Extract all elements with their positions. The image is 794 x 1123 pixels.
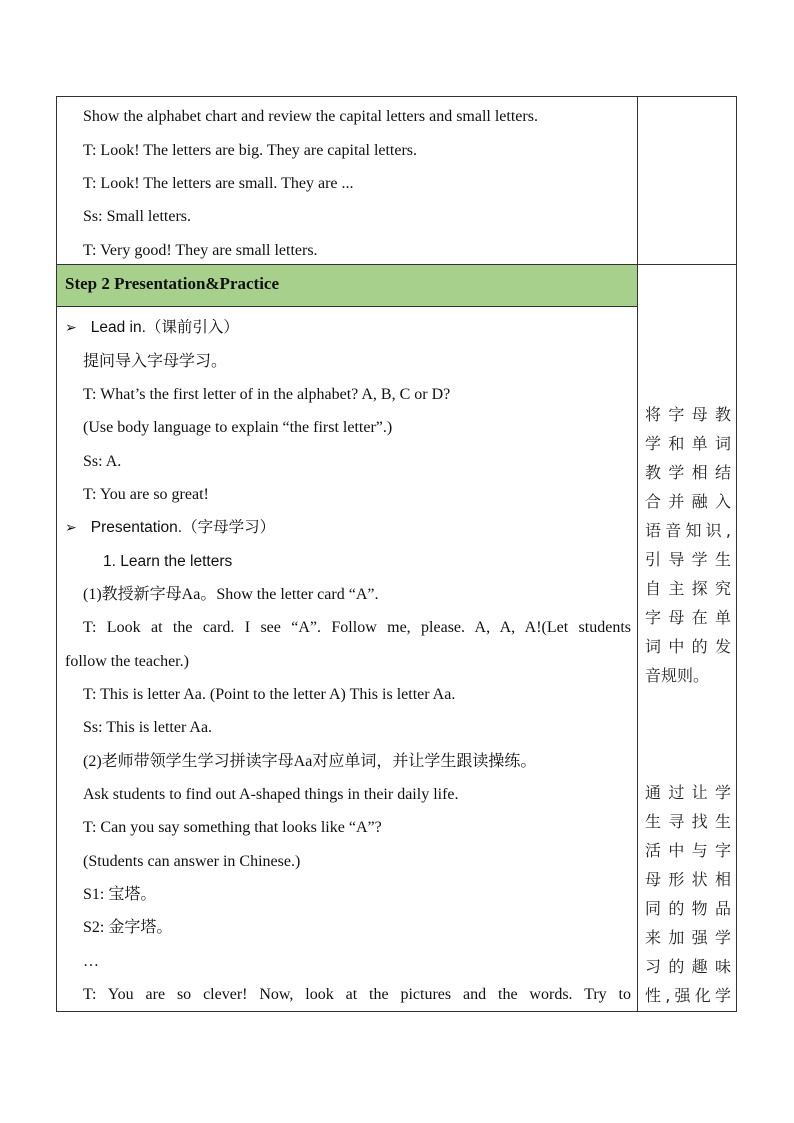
note2-line: 通过让学 [645,783,731,802]
arrow-bullet-icon: ➢ [65,520,77,536]
review-line-2: T: Look! The letters are big. They are capital letters. [83,142,418,159]
learn-letters-heading: 1. Learn the letters [103,553,233,570]
note2-line: 母形状相 [645,870,731,889]
note2-line: 活中与字 [645,841,731,860]
presentation-line-6: (2)老师带领学生学习拼读字母Aa对应单词，并让学生跟读操练。 [83,753,537,770]
presentation-line-7: Ask students to find out A-shaped things in their daily life. [83,786,459,803]
review-line-3: T: Look! The letters are small. They are ... [83,175,354,192]
presentation-line-8: T: Can you say something that looks like “A”? [83,819,382,836]
note1-line: 合并融入 [645,492,731,511]
presentation-label: Presentation.（字母学习） [90,519,276,536]
presentation-line-10: S1: 宝塔。 [83,886,157,903]
lead-in-line-1: 提问导入字母学习。 [83,353,228,370]
note1-line: 语音知识, [645,521,731,540]
note1-line: 学和单词 [645,434,731,453]
note1-line: 词中的发 [645,637,731,656]
presentation-line-4: T: This is letter Aa. (Point to the letter A) This is letter Aa. [83,686,456,703]
presentation-heading [65,518,275,538]
presentation-line-1: (1)教授新字母Aa。Show the letter card “A”. [83,586,379,603]
note1-line: 引导学生 [645,550,731,569]
presentation-line-9: (Students can answer in Chinese.) [83,853,301,870]
teaching-note-1 [645,400,731,690]
review-line-5: T: Very good! They are small letters. [83,242,318,259]
note1-line: 音规则。 [645,666,710,685]
note1-line: 教学相结 [645,463,731,482]
step2-header [57,264,637,307]
column-divider [637,97,638,1011]
arrow-bullet-icon: ➢ [65,320,77,336]
lead-in-line-4: Ss: A. [83,453,122,470]
note1-line: 字母在单 [645,608,731,627]
lead-in-line-3: (Use body language to explain “the first letter”.) [83,419,393,436]
review-line-4: Ss: Small letters. [83,208,191,225]
lead-in-heading [65,318,239,338]
presentation-line-3: follow the teacher.) [65,653,189,670]
presentation-line-5: Ss: This is letter Aa. [83,719,213,736]
lead-in-line-2: T: What’s the first letter of in the alphabet? A, B, C or D? [83,386,451,403]
note2-line: 生寻找生 [645,812,731,831]
presentation-line-13: T: You are so clever! Now, look at the pictures and the words. Try to [83,986,631,1003]
note1-line: 自主探究 [645,579,731,598]
review-line-1: Show the alphabet chart and review the capital letters and small letters. [83,108,538,125]
lesson-plan-table [56,96,737,1012]
note2-line: 来加强学 [645,928,731,947]
lead-in-line-5: T: You are so great! [83,486,209,503]
note1-line: 将字母教 [645,405,731,424]
presentation-line-11: S2: 金字塔。 [83,919,173,936]
presentation-line-2: T: Look at the card. I see “A”. Follow me, please. A, A, A!(Let students [83,619,631,636]
step2-title: Step 2 Presentation&Practice [65,274,280,293]
note2-line: 性,强化学 [645,986,731,1005]
presentation-line-12: … [83,953,99,970]
lead-in-label: Lead in.（课前引入） [90,319,239,336]
teaching-note-2 [645,778,731,1010]
note2-line: 同的物品 [645,899,731,918]
note2-line: 习的趣味 [645,957,731,976]
